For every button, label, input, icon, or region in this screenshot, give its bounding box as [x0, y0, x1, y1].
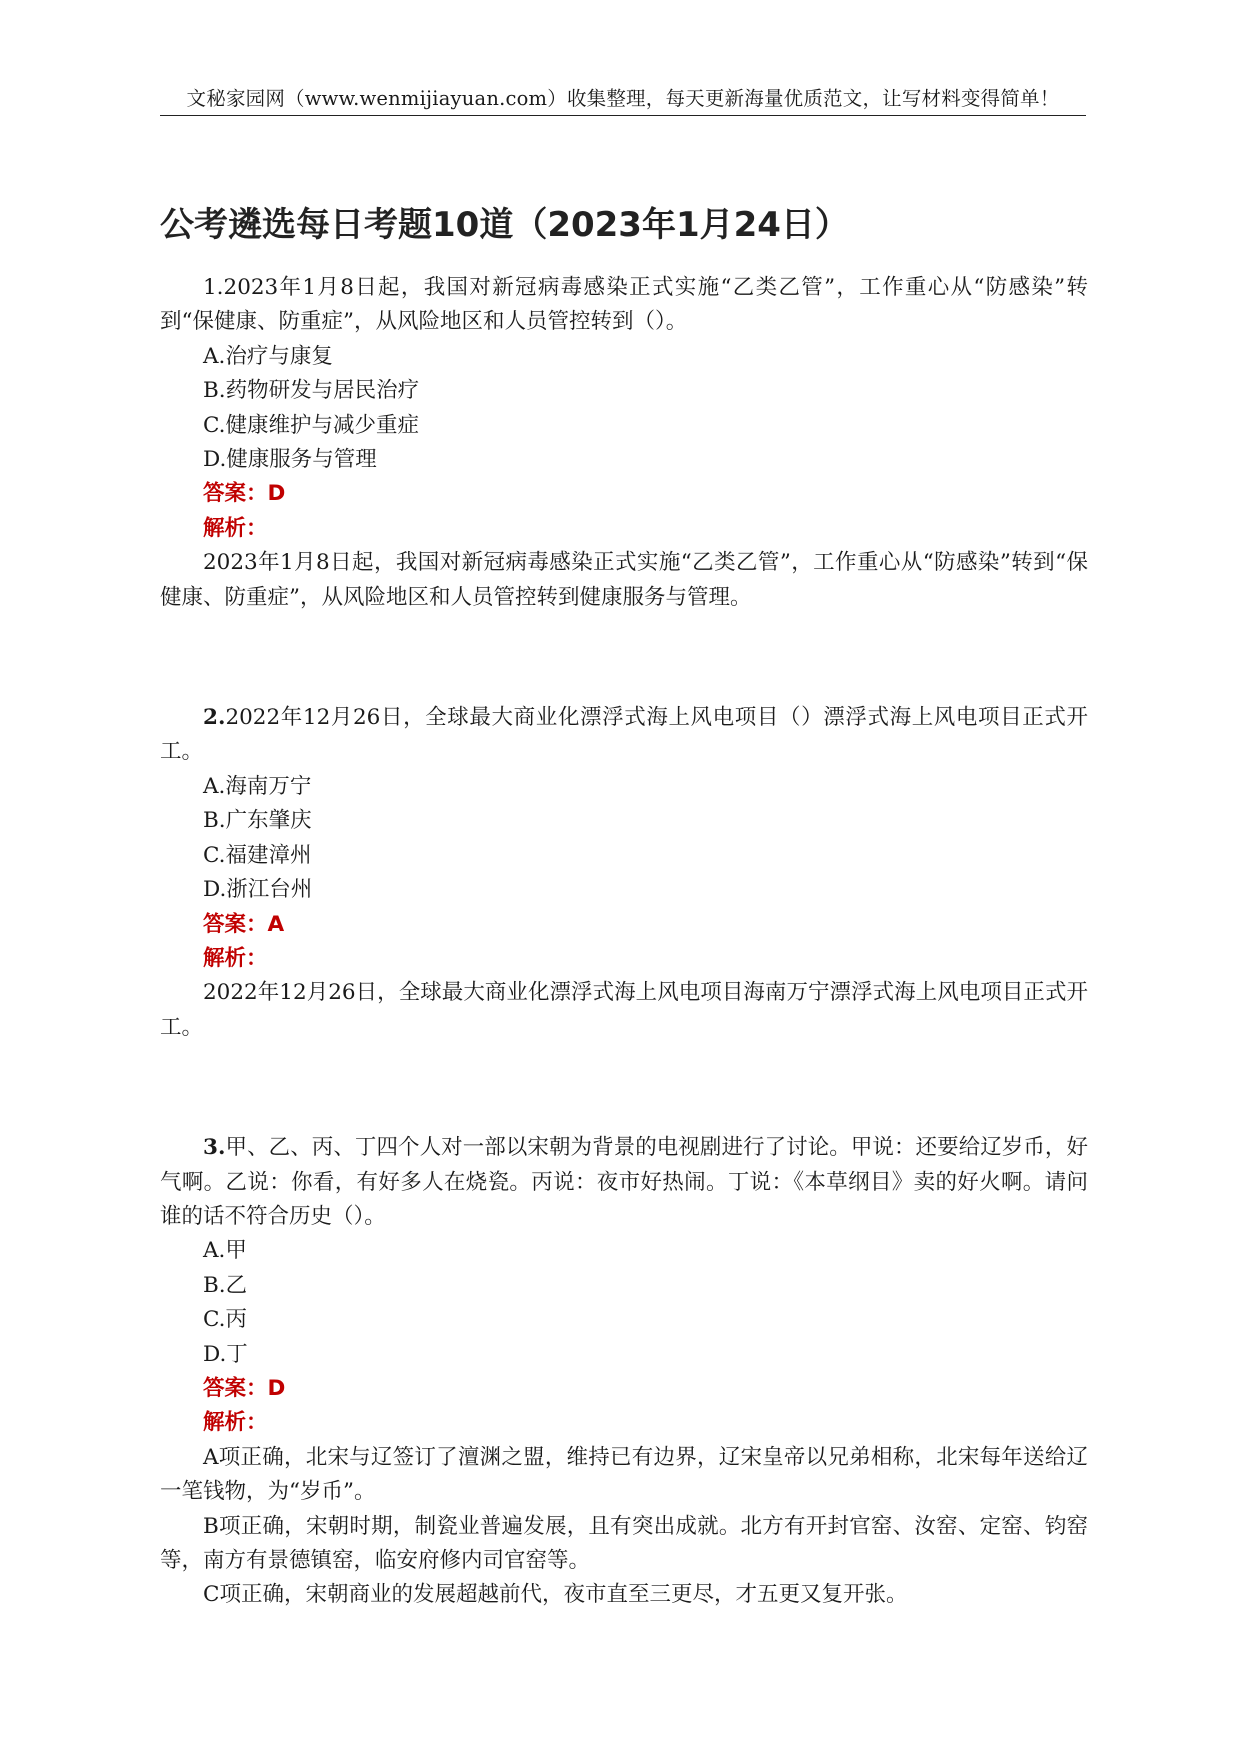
analysis-label: 解析： [203, 515, 268, 541]
answer-value: D [267, 1375, 286, 1401]
question-text: 2022年12月26日，全球最大商业化漂浮式海上风电项目（）漂浮式海上风电项目正式开工。 [160, 705, 1088, 765]
option-a: A.治疗与康复 [203, 343, 333, 369]
option-c: C.丙 [203, 1307, 248, 1333]
question-text: 甲、乙、丙、丁四个人对一部以宋朝为背景的电视剧进行了讨论。甲说：还要给辽岁币，好气啊。乙说：你看，有好多人在烧瓷。丙说：夜市好热闹。丁说：《本草纲目》卖的好火啊。请问谁的话不符合历史（）。 [160, 1135, 1088, 1229]
question-stem [160, 701, 1088, 770]
question-2 [160, 701, 1088, 1045]
option-a: A.甲 [203, 1238, 247, 1264]
option-d: D.浙江台州 [203, 877, 313, 903]
question-3 [160, 1131, 1088, 1613]
answer-prefix: 答案： [203, 481, 268, 507]
explanation-text: B项正确，宋朝时期，制瓷业普遍发展，且有突出成就。北方有开封官窑、汝窑、定窑、钧窑等，南方有景德镇窑，临安府修内司官窑等。 [160, 1513, 1088, 1573]
question-text: 2023年1月8日起，我国对新冠病毒感染正式实施“乙类乙管”，工作重心从“防感染”转到“保健康、防重症”，从风险地区和人员管控转到（）。 [160, 275, 1088, 335]
question-number: 2. [203, 705, 226, 731]
option-a: A.海南万宁 [203, 773, 312, 799]
answer-prefix: 答案： [203, 911, 268, 937]
explanation-text: 2023年1月8日起，我国对新冠病毒感染正式实施“乙类乙管”，工作重心从“防感染”转到“保健康、防重症”，从风险地区和人员管控转到健康服务与管理。 [160, 550, 1088, 610]
question-number: 3. [203, 1135, 226, 1161]
answer-line [160, 477, 1088, 511]
option-b: B.药物研发与居民治疗 [203, 378, 420, 404]
explanation-text: 2022年12月26日，全球最大商业化漂浮式海上风电项目海南万宁漂浮式海上风电项目正式开工。 [160, 980, 1088, 1040]
answer-value: D [267, 481, 286, 507]
answer-value: A [267, 911, 285, 937]
question-stem [160, 1131, 1088, 1234]
question-list [160, 271, 1088, 1613]
explanation-text: C项正确，宋朝商业的发展超越前代，夜市直至三更尽，才五更又复开张。 [203, 1582, 908, 1608]
question-stem [160, 271, 1088, 340]
analysis-label: 解析： [203, 945, 268, 971]
option-list [160, 770, 1088, 908]
site-header: 文秘家园网（www.wenmijiayuan.com）收集整理，每天更新海量优质范文，让写材料变得简单！ [160, 86, 1086, 116]
explanation-text: A项正确，北宋与辽签订了澶渊之盟，维持已有边界，辽宋皇帝以兄弟相称，北宋每年送给辽一笔钱物，为“岁币”。 [160, 1444, 1088, 1505]
answer-line [160, 1372, 1088, 1406]
option-c: C.健康维护与减少重症 [203, 412, 420, 438]
option-b: B.广东肇庆 [203, 808, 312, 834]
question-1 [160, 271, 1088, 615]
option-list [160, 1234, 1088, 1372]
page-title: 公考遴选每日考题10道（2023年1月24日） [160, 205, 849, 245]
option-b: B.乙 [203, 1272, 248, 1298]
option-list [160, 340, 1088, 478]
option-d: D.丁 [203, 1341, 248, 1367]
option-c: C.福建漳州 [203, 842, 312, 868]
analysis-label: 解析： [203, 1410, 268, 1436]
option-d: D.健康服务与管理 [203, 447, 377, 473]
answer-line [160, 908, 1088, 942]
question-number: 1. [203, 275, 224, 300]
answer-prefix: 答案： [203, 1375, 268, 1401]
